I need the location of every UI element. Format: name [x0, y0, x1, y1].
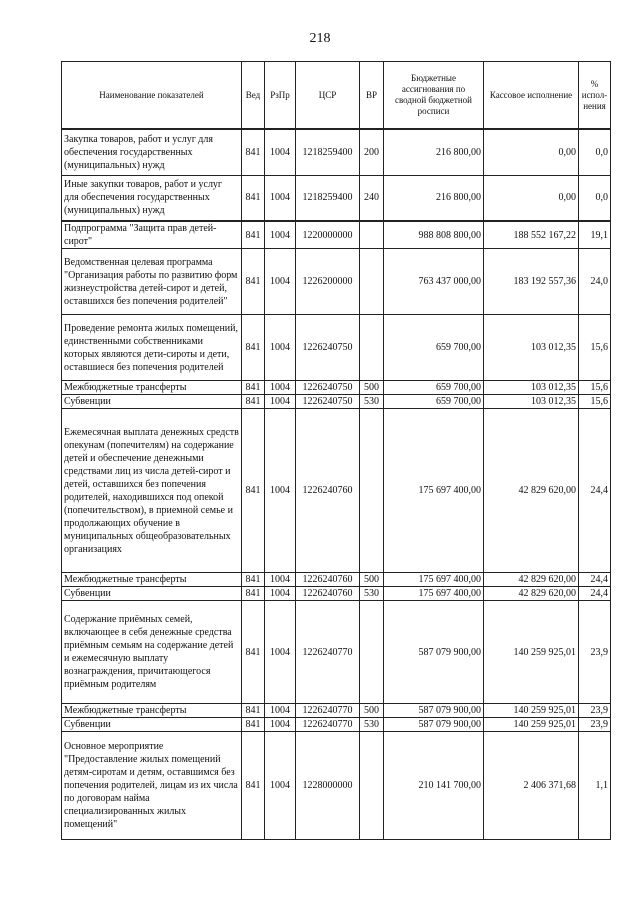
cell-ved: 841	[242, 221, 265, 249]
cell-csr: 1226240760	[296, 573, 360, 587]
cell-name: Подпрограмма "Защита прав детей-сирот"	[62, 221, 242, 249]
cell-csr: 1218259400	[296, 175, 360, 221]
table-row	[62, 395, 611, 409]
cell-cash: 0,00	[484, 175, 579, 221]
cell-ved: 841	[242, 175, 265, 221]
page-number: 218	[309, 31, 331, 46]
cell-budget: 763 437 000,00	[384, 249, 484, 315]
cell-rzpr: 1004	[265, 221, 296, 249]
header-name: Наименование показателей	[62, 62, 242, 130]
cell-pct: 24,4	[579, 573, 611, 587]
cell-name: Закупка товаров, работ и услуг для обеспечения государственных (муниципальных) нужд	[62, 129, 242, 175]
cell-name: Межбюджетные трансферты	[62, 573, 242, 587]
cell-vr: 240	[360, 175, 384, 221]
cell-pct: 24,0	[579, 249, 611, 315]
table-row	[62, 175, 611, 221]
cell-pct: 24,4	[579, 409, 611, 573]
cell-vr: 530	[360, 718, 384, 732]
cell-ved: 841	[242, 732, 265, 840]
header-cash: Кассовое исполнение	[484, 62, 579, 130]
cell-vr: 530	[360, 395, 384, 409]
cell-name: Субвенции	[62, 395, 242, 409]
cell-pct: 15,6	[579, 315, 611, 381]
cell-pct: 23,9	[579, 704, 611, 718]
cell-rzpr: 1004	[265, 129, 296, 175]
cell-budget: 210 141 700,00	[384, 732, 484, 840]
cell-cash: 42 829 620,00	[484, 409, 579, 573]
cell-budget: 216 800,00	[384, 129, 484, 175]
cell-csr: 1226240760	[296, 587, 360, 601]
cell-ved: 841	[242, 395, 265, 409]
cell-rzpr: 1004	[265, 315, 296, 381]
cell-rzpr: 1004	[265, 587, 296, 601]
cell-csr: 1226240770	[296, 718, 360, 732]
cell-budget: 175 697 400,00	[384, 409, 484, 573]
cell-ved: 841	[242, 129, 265, 175]
cell-rzpr: 1004	[265, 573, 296, 587]
cell-vr: 500	[360, 381, 384, 395]
header-row	[62, 62, 611, 130]
cell-vr	[360, 315, 384, 381]
cell-cash: 0,00	[484, 129, 579, 175]
cell-rzpr: 1004	[265, 381, 296, 395]
cell-budget: 175 697 400,00	[384, 587, 484, 601]
cell-name: Межбюджетные трансферты	[62, 704, 242, 718]
cell-cash: 103 012,35	[484, 315, 579, 381]
cell-cash: 183 192 557,36	[484, 249, 579, 315]
cell-pct: 24,4	[579, 587, 611, 601]
cell-ved: 841	[242, 315, 265, 381]
cell-vr: 530	[360, 587, 384, 601]
cell-vr	[360, 732, 384, 840]
cell-name: Содержание приёмных семей, включающее в себя денежные средства приёмным семьям на содержание детей и ежемесячную выплату вознаграждения, причитающегося приёмным родителям	[62, 601, 242, 704]
cell-pct: 23,9	[579, 718, 611, 732]
cell-budget: 587 079 900,00	[384, 601, 484, 704]
cell-name: Ведомственная целевая программа "Организация работы по развитию форм жизнеустройства детей-сирот и детей, оставшихся без попечения родителей"	[62, 249, 242, 315]
cell-cash: 42 829 620,00	[484, 587, 579, 601]
cell-name: Основное мероприятие "Предоставление жилых помещений детям-сиротам и детям, оставшимся без попечения родителей, лицам из их числа по договорам найма специализированных жилых помещений"	[62, 732, 242, 840]
cell-pct: 15,6	[579, 395, 611, 409]
cell-cash: 42 829 620,00	[484, 573, 579, 587]
cell-csr: 1228000000	[296, 732, 360, 840]
cell-cash: 103 012,35	[484, 395, 579, 409]
table-row	[62, 718, 611, 732]
header-rzpr: РзПр	[265, 62, 296, 130]
cell-cash: 103 012,35	[484, 381, 579, 395]
cell-vr: 200	[360, 129, 384, 175]
cell-vr	[360, 221, 384, 249]
cell-csr: 1226240770	[296, 601, 360, 704]
cell-budget: 216 800,00	[384, 175, 484, 221]
cell-budget: 175 697 400,00	[384, 573, 484, 587]
cell-name: Ежемесячная выплата денежных средств опекунам (попечителям) на содержание детей и обеспечение денежными средствами лиц из числа детей-сирот и детей, оставшихся без попечения родителей, находившихся под опекой (попечительством), в приемной семье и продолжающих обучение в муниципальных общеобразовательных организациях	[62, 409, 242, 573]
cell-cash: 188 552 167,22	[484, 221, 579, 249]
cell-rzpr: 1004	[265, 249, 296, 315]
cell-csr: 1218259400	[296, 129, 360, 175]
table-row	[62, 587, 611, 601]
cell-ved: 841	[242, 249, 265, 315]
header-ved: Вед	[242, 62, 265, 130]
cell-name: Межбюджетные трансферты	[62, 381, 242, 395]
cell-cash: 140 259 925,01	[484, 704, 579, 718]
table-row	[62, 221, 611, 249]
cell-name: Субвенции	[62, 587, 242, 601]
cell-csr: 1226240760	[296, 409, 360, 573]
budget-table	[61, 61, 611, 840]
cell-rzpr: 1004	[265, 175, 296, 221]
cell-vr: 500	[360, 573, 384, 587]
table-row	[62, 129, 611, 175]
cell-budget: 587 079 900,00	[384, 704, 484, 718]
cell-ved: 841	[242, 718, 265, 732]
cell-ved: 841	[242, 381, 265, 395]
table-row	[62, 409, 611, 573]
cell-csr: 1220000000	[296, 221, 360, 249]
cell-name: Иные закупки товаров, работ и услуг для обеспечения государственных (муниципальных) нужд	[62, 175, 242, 221]
cell-ved: 841	[242, 704, 265, 718]
table-row	[62, 249, 611, 315]
cell-csr: 1226240750	[296, 395, 360, 409]
cell-cash: 140 259 925,01	[484, 718, 579, 732]
table-row	[62, 381, 611, 395]
cell-cash: 140 259 925,01	[484, 601, 579, 704]
cell-pct: 0,0	[579, 175, 611, 221]
cell-vr	[360, 249, 384, 315]
cell-rzpr: 1004	[265, 409, 296, 573]
cell-csr: 1226240750	[296, 315, 360, 381]
table-body	[62, 129, 611, 840]
cell-csr: 1226240750	[296, 381, 360, 395]
table-row	[62, 732, 611, 840]
header-vr: ВР	[360, 62, 384, 130]
table-row	[62, 315, 611, 381]
cell-vr	[360, 409, 384, 573]
cell-rzpr: 1004	[265, 601, 296, 704]
cell-ved: 841	[242, 587, 265, 601]
cell-pct: 19,1	[579, 221, 611, 249]
table-row	[62, 573, 611, 587]
header-pct: % испол-нения	[579, 62, 611, 130]
cell-rzpr: 1004	[265, 395, 296, 409]
cell-rzpr: 1004	[265, 704, 296, 718]
table-row	[62, 704, 611, 718]
cell-budget: 988 808 800,00	[384, 221, 484, 249]
cell-vr: 500	[360, 704, 384, 718]
cell-pct: 1,1	[579, 732, 611, 840]
cell-budget: 659 700,00	[384, 381, 484, 395]
cell-budget: 659 700,00	[384, 395, 484, 409]
cell-budget: 659 700,00	[384, 315, 484, 381]
table-row	[62, 601, 611, 704]
cell-pct: 0,0	[579, 129, 611, 175]
cell-cash: 2 406 371,68	[484, 732, 579, 840]
cell-name: Субвенции	[62, 718, 242, 732]
cell-vr	[360, 601, 384, 704]
cell-name: Проведение ремонта жилых помещений, единственными собственниками которых являются дети-сироты и дети, оставшиеся без попечения родителей	[62, 315, 242, 381]
cell-ved: 841	[242, 573, 265, 587]
cell-rzpr: 1004	[265, 718, 296, 732]
header-csr: ЦСР	[296, 62, 360, 130]
cell-ved: 841	[242, 409, 265, 573]
header-budget: Бюджетные ассигнования по сводной бюджетной росписи	[384, 62, 484, 130]
cell-pct: 23,9	[579, 601, 611, 704]
cell-ved: 841	[242, 601, 265, 704]
cell-csr: 1226240770	[296, 704, 360, 718]
cell-pct: 15,6	[579, 381, 611, 395]
cell-rzpr: 1004	[265, 732, 296, 840]
cell-budget: 587 079 900,00	[384, 718, 484, 732]
cell-csr: 1226200000	[296, 249, 360, 315]
